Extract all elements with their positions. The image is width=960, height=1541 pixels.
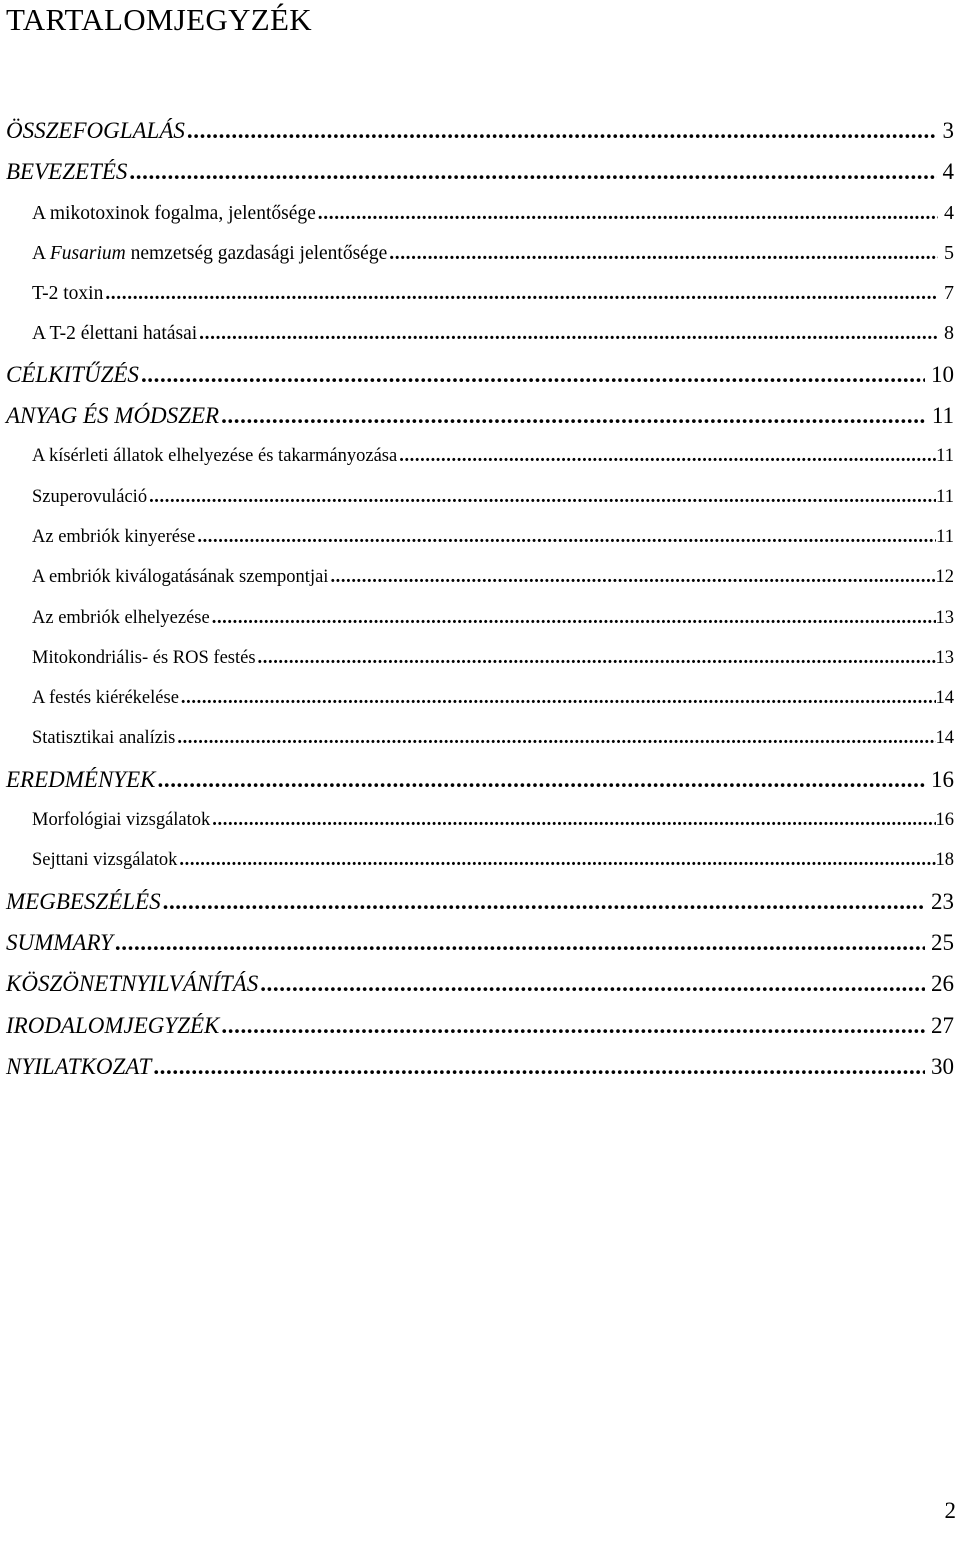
label-prefix: A	[32, 242, 50, 264]
toc-entry-morfologiai-vizsgalatok[interactable]	[0, 800, 960, 840]
dot-leader	[113, 922, 925, 963]
toc-entry-fusarium[interactable]	[0, 233, 960, 273]
toc-entry-page: 30	[931, 1053, 954, 1079]
toc-entry-page: 26	[931, 971, 954, 997]
toc-entry-label: A embriók kiválogatásának szempontjai	[32, 567, 329, 588]
toc-entry-nyilatkozat[interactable]	[0, 1046, 960, 1087]
dot-leader	[127, 151, 936, 192]
toc-entry-kiserleti-allatok[interactable]	[0, 436, 960, 476]
dot-leader	[258, 963, 925, 1004]
toc-entry-page: 7	[944, 282, 954, 305]
dot-leader	[316, 194, 938, 233]
toc-entry-embriok-kivalogatasa[interactable]	[0, 557, 960, 597]
toc-entry-label: T-2 toxin	[32, 283, 104, 305]
dot-leader	[175, 718, 935, 758]
toc-entry-page: 11	[931, 403, 954, 429]
dot-leader	[328, 557, 935, 597]
toc-entry-irodalomjegyzek[interactable]	[0, 1005, 960, 1046]
dot-leader	[179, 678, 936, 718]
toc-entry-page: 11	[936, 526, 954, 547]
toc-entry-page: 4	[942, 159, 954, 185]
toc-entry-page: 3	[942, 118, 954, 143]
toc-entry-celkituzes[interactable]	[0, 354, 960, 395]
toc-entry-label: IRODALOMJEGYZÉK	[6, 1012, 220, 1038]
label-suffix: nemzetség gazdasági jelentősége	[125, 242, 388, 264]
dot-leader	[185, 110, 937, 151]
toc-entry-megbeszeles[interactable]	[0, 881, 960, 922]
toc-title: TARTALOMJEGYZÉK	[6, 2, 312, 37]
toc-entry-label: Statisztikai analízis	[32, 728, 176, 749]
dot-leader	[156, 759, 926, 800]
toc-entry-page: 4	[944, 201, 954, 224]
label-italic-genus: Fusarium	[49, 242, 126, 264]
toc-entry-page: 23	[931, 888, 954, 914]
toc-entry-summary[interactable]	[0, 922, 960, 963]
toc-entry-page: 8	[944, 322, 954, 345]
toc-entry-anyag-es-modszer[interactable]	[0, 395, 960, 436]
toc-entry-page: 10	[931, 361, 954, 387]
dot-leader	[256, 638, 936, 678]
toc-entry-label: ÖSSZEFOGLALÁS	[6, 118, 185, 143]
toc-entry-label: Sejttani vizsgálatok	[32, 850, 178, 871]
toc-entry-mitokondrialis-festes[interactable]	[0, 638, 960, 678]
toc-entry-eredmenyek[interactable]	[0, 759, 960, 800]
toc-entry-label: A T-2 élettani hatásai	[32, 323, 198, 345]
toc-entry-page: 12	[935, 567, 954, 588]
toc-entry-embriok-elhelyezese[interactable]	[0, 598, 960, 638]
dot-leader	[210, 598, 936, 638]
toc-entry-t2-toxin[interactable]	[0, 273, 960, 313]
toc-entry-label: Az embriók elhelyezése	[32, 607, 210, 628]
toc-entry-t2-hatasai[interactable]	[0, 313, 960, 353]
dot-leader	[197, 314, 938, 353]
toc-entry-page: 14	[935, 728, 954, 749]
toc-entry-label	[32, 234, 387, 273]
toc-entry-page: 25	[931, 929, 954, 955]
toc-entry-label: MEGBESZÉLÉS	[6, 888, 161, 914]
toc-entry-embriok-kinyerese[interactable]	[0, 517, 960, 557]
toc-entry-label: Morfológiai vizsgálatok	[32, 810, 211, 831]
toc-entry-page: 13	[935, 607, 954, 628]
toc-list	[0, 110, 960, 1087]
toc-entry-page: 27	[931, 1012, 954, 1038]
toc-entry-label: NYILATKOZAT	[6, 1053, 152, 1079]
toc-entry-label: A mikotoxinok fogalma, jelentősége	[32, 202, 316, 224]
toc-entry-festes-kierekelese[interactable]	[0, 678, 960, 718]
toc-entry-page: 13	[935, 647, 954, 668]
toc-entry-label: CÉLKITŰZÉS	[6, 361, 139, 387]
toc-entry-label: KÖSZÖNETNYILVÁNÍTÁS	[6, 971, 259, 997]
toc-entry-statisztikai-analizis[interactable]	[0, 718, 960, 758]
toc-entry-label: A kísérleti állatok elhelyezése és takarmányozása	[32, 446, 398, 467]
toc-entry-label: A festés kiérékelése	[32, 688, 179, 709]
dot-leader	[397, 436, 936, 476]
dot-leader	[219, 395, 926, 436]
dot-leader	[139, 354, 925, 395]
dot-leader	[219, 1005, 925, 1046]
dot-leader	[161, 881, 925, 922]
dot-leader	[103, 274, 938, 313]
toc-entry-label: BEVEZETÉS	[6, 159, 128, 185]
toc-entry-koszonetnyilvanitas[interactable]	[0, 963, 960, 1004]
toc-entry-sejttani-vizsgalatok[interactable]	[0, 840, 960, 880]
dot-leader	[387, 234, 938, 273]
toc-entry-osszefoglalas[interactable]	[0, 110, 960, 151]
toc-entry-label: SUMMARY	[6, 929, 113, 955]
toc-entry-mikotoxinok[interactable]	[0, 193, 960, 233]
toc-entry-page: 11	[936, 446, 954, 467]
toc-entry-page: 16	[931, 766, 954, 792]
toc-entry-page: 14	[935, 688, 954, 709]
dot-leader	[210, 800, 935, 840]
toc-entry-label: EREDMÉNYEK	[6, 766, 156, 792]
toc-entry-page: 11	[936, 486, 954, 507]
toc-entry-page: 18	[935, 850, 954, 871]
toc-entry-bevezetes[interactable]	[0, 151, 960, 192]
page-number: 2	[944, 1498, 956, 1523]
dot-leader	[151, 1046, 925, 1087]
dot-leader	[147, 477, 936, 517]
toc-entry-label: Szuperovuláció	[32, 486, 148, 507]
toc-entry-label: ANYAG ÉS MÓDSZER	[6, 403, 220, 429]
dot-leader	[195, 517, 936, 557]
toc-entry-page: 16	[935, 810, 954, 831]
toc-entry-page: 5	[944, 241, 954, 264]
toc-entry-szuperovulacio[interactable]	[0, 477, 960, 517]
dot-leader	[177, 840, 935, 880]
toc-entry-label: Mitokondriális- és ROS festés	[32, 647, 256, 668]
toc-entry-label: Az embriók kinyerése	[32, 526, 196, 547]
